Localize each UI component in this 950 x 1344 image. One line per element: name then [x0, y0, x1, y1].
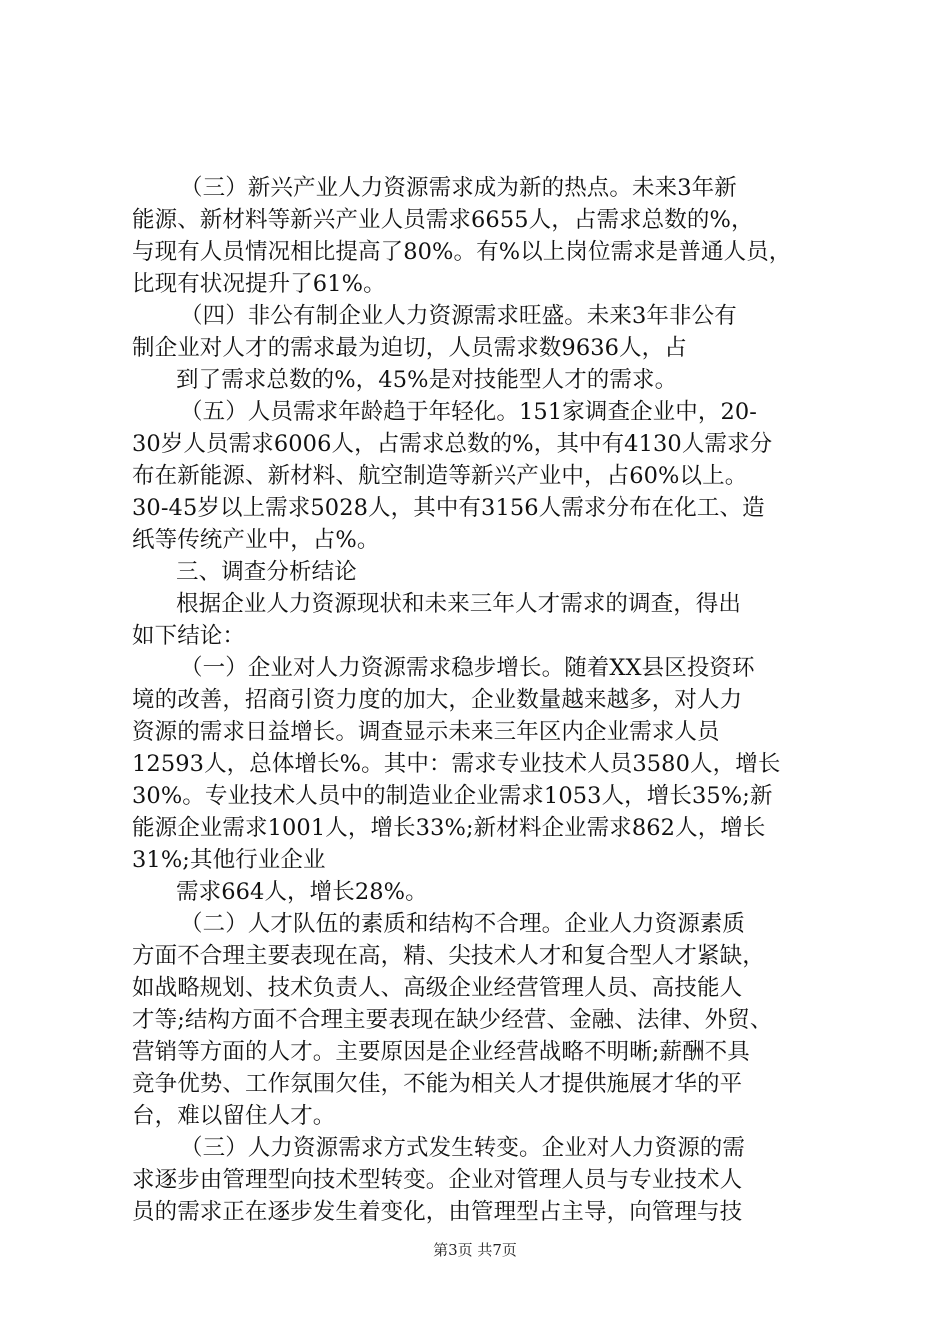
text-line: 布在新能源、新材料、航空制造等新兴产业中，占60%以上。 [132, 463, 748, 489]
text-line: 才等;结构方面不合理主要表现在缺少经营、金融、法律、外贸、 [132, 1007, 773, 1033]
text-line: 30-45岁以上需求5028人，其中有3156人需求分布在化工、造 [132, 495, 765, 521]
text-line: 员的需求正在逐步发生着变化，由管理型占主导，向管理与技 [132, 1199, 743, 1225]
text-line: 能源、新材料等新兴产业人员需求6655人，占需求总数的%， [132, 207, 754, 233]
page-number: 第3页 共7页 [433, 1241, 517, 1259]
text-line: 营销等方面的人才。主要原因是企业经营战略不明晰;薪酬不具 [132, 1039, 750, 1065]
text-line: 制企业对人才的需求最为迫切，人员需求数9636人，占 [132, 335, 687, 361]
document-body [132, 172, 832, 1228]
text-line: 比现有状况提升了61%。 [132, 271, 386, 297]
text-line: 12593人，总体增长%。其中：需求专业技术人员3580人，增长 [132, 751, 781, 777]
text-line: 如下结论： [132, 623, 246, 649]
text-line: 31%;其他行业企业 [132, 847, 326, 873]
text-line: 境的改善，招商引资力度的加大，企业数量越来越多，对人力 [132, 687, 743, 713]
text-line: 方面不合理主要表现在高，精、尖技术人才和复合型人才紧缺， [132, 943, 765, 969]
text-line: 资源的需求日益增长。调查显示未来三年区内企业需求人员 [132, 719, 720, 745]
text-line: 求逐步由管理型向技术型转变。企业对管理人员与专业技术人 [132, 1167, 743, 1193]
text-line: 根据企业人力资源现状和未来三年人才需求的调查，得出 [176, 591, 742, 617]
text-line: 30岁人员需求6006人，占需求总数的%，其中有4130人需求分 [132, 431, 773, 457]
text-line: 竞争优势、工作氛围欠佳，不能为相关人才提供施展才华的平 [132, 1071, 743, 1097]
text-line: 如战略规划、技术负责人、高级企业经营管理人员、高技能人 [132, 975, 743, 1001]
text-line: 需求664人，增长28%。 [176, 879, 428, 905]
text-line: （五）人员需求年龄趋于年轻化。151家调查企业中，20- [180, 399, 757, 425]
text-line: （二）人才队伍的素质和结构不合理。企业人力资源素质 [180, 911, 746, 937]
text-line: 30%。专业技术人员中的制造业企业需求1053人，增长35%;新 [132, 783, 773, 809]
text-line: 台，难以留住人才。 [132, 1103, 336, 1129]
text-line: 与现有人员情况相比提高了80%。有%以上岗位需求是普通人员， [132, 239, 792, 265]
text-line: 纸等传统产业中，占%。 [132, 527, 380, 553]
text-line: （四）非公有制企业人力资源需求旺盛。未来3年非公有 [180, 303, 737, 329]
text-line: （一）企业对人力资源需求稳步增长。随着XX县区投资环 [180, 655, 755, 681]
text-line: 能源企业需求1001人，增长33%;新材料企业需求862人，增长 [132, 815, 766, 841]
section-heading: 三、调查分析结论 [176, 559, 357, 585]
text-line: （三）新兴产业人力资源需求成为新的热点。未来3年新 [180, 175, 737, 201]
text-line: 到了需求总数的%，45%是对技能型人才的需求。 [176, 367, 678, 393]
text-line: （三）人力资源需求方式发生转变。企业对人力资源的需 [180, 1135, 746, 1161]
